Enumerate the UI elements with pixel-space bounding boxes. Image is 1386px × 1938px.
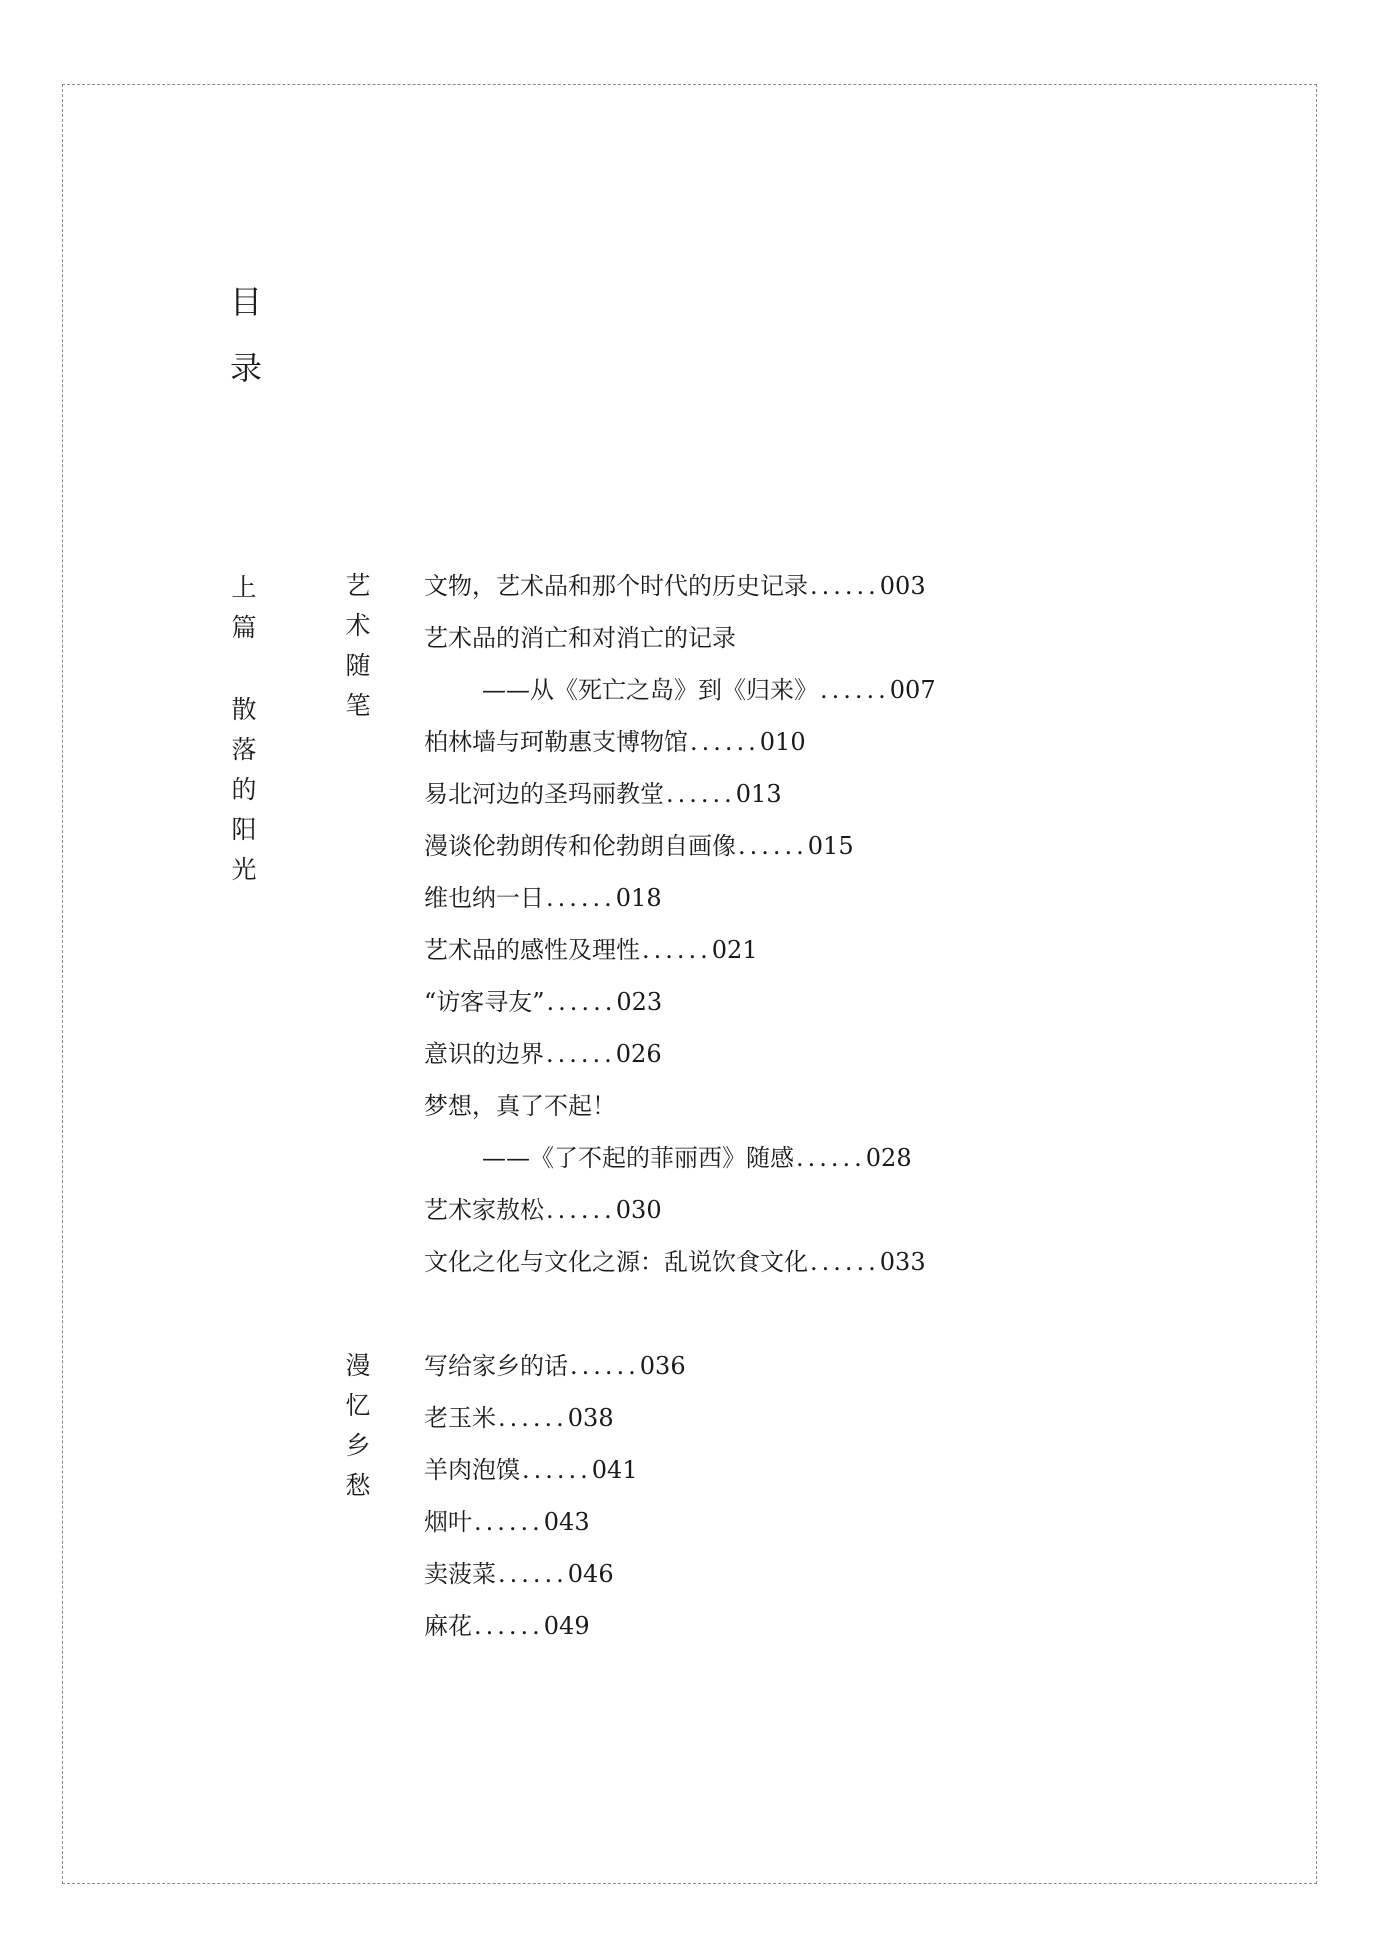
toc-entry <box>424 1548 686 1600</box>
toc-entry-leader-dots: ...... <box>810 1248 880 1276</box>
toc-entry-title: 写给家乡的话 <box>424 1352 568 1380</box>
toc-entry-title: 卖菠菜 <box>424 1560 496 1588</box>
toc-entry <box>424 664 936 716</box>
toc-list-nostalgia <box>424 1340 686 1652</box>
toc-entry-title: ——《了不起的菲丽西》随感 <box>482 1144 794 1172</box>
toc-entry <box>424 1496 686 1548</box>
toc-entry-title: 麻花 <box>424 1612 472 1640</box>
toc-entry-title: 维也纳一日 <box>424 884 544 912</box>
toc-entry-leader-dots: ...... <box>570 1352 640 1380</box>
toc-list-art-essays <box>424 560 936 1288</box>
toc-entry-title: 艺术品的消亡和对消亡的记录 <box>424 624 736 652</box>
section-name-char: 漫 <box>345 1351 371 1380</box>
toc-entry-leader-dots: ...... <box>498 1560 568 1588</box>
toc-entry <box>424 820 936 872</box>
toc-entry-title: 意识的边界 <box>424 1040 544 1068</box>
toc-entry-page-number: 013 <box>735 780 782 808</box>
toc-entry-title: 易北河边的圣玛丽教堂 <box>424 780 664 808</box>
toc-entry <box>424 560 936 612</box>
toc-entry-title: 文物，艺术品和那个时代的历史记录 <box>424 572 808 600</box>
toc-entry-page-number: 010 <box>759 728 806 756</box>
toc-entry <box>424 768 936 820</box>
part-label <box>226 568 262 648</box>
page-title-char-1: 目 <box>230 283 263 321</box>
toc-entry <box>424 976 936 1028</box>
toc-entry-leader-dots: ...... <box>666 780 736 808</box>
toc-entry-leader-dots: ...... <box>474 1612 544 1640</box>
toc-entry-leader-dots: ...... <box>498 1404 568 1432</box>
toc-entry-page-number: 003 <box>879 572 926 600</box>
toc-entry-leader-dots: ...... <box>522 1456 592 1484</box>
toc-entry-page-number: 023 <box>616 988 663 1016</box>
toc-entry <box>424 716 936 768</box>
section-name-char: 乡 <box>345 1431 371 1460</box>
toc-entry-leader-dots: ...... <box>474 1508 544 1536</box>
section-name-char: 忆 <box>345 1391 371 1420</box>
part-name-char: 散 <box>231 695 257 724</box>
toc-entry <box>424 1028 936 1080</box>
toc-entry-leader-dots: ...... <box>796 1144 866 1172</box>
section-name-nostalgia <box>340 1346 376 1506</box>
toc-entry-page-number: 026 <box>615 1040 662 1068</box>
part-name-char: 阳 <box>231 815 257 844</box>
toc-entry <box>424 1184 936 1236</box>
page-title-char-2: 录 <box>230 349 263 387</box>
toc-entry <box>424 1236 936 1288</box>
toc-entry <box>424 1444 686 1496</box>
part-name-char: 落 <box>231 735 257 764</box>
toc-entry-page-number: 049 <box>543 1612 590 1640</box>
toc-entry-title: 艺术家敖松 <box>424 1196 544 1224</box>
section-name-char: 笔 <box>345 691 371 720</box>
part-name-char: 的 <box>231 775 257 804</box>
toc-entry-title: 柏林墙与珂勒惠支博物馆 <box>424 728 688 756</box>
toc-entry-page-number: 041 <box>591 1456 638 1484</box>
part-label-char: 上 <box>231 573 257 602</box>
section-name-char: 术 <box>345 611 371 640</box>
toc-entry-page-number: 015 <box>807 832 854 860</box>
section-name-art-essays <box>340 566 376 726</box>
toc-entry-page-number: 046 <box>567 1560 614 1588</box>
toc-entry-title: 漫谈伦勃朗传和伦勃朗自画像 <box>424 832 736 860</box>
toc-entry-leader-dots: ...... <box>546 988 617 1016</box>
toc-entry-leader-dots: ...... <box>546 1196 616 1224</box>
toc-entry-title: 艺术品的感性及理性 <box>424 936 640 964</box>
toc-entry-title: 老玉米 <box>424 1404 496 1432</box>
toc-entry <box>424 1132 936 1184</box>
toc-entry <box>424 872 936 924</box>
toc-entry-page-number: 033 <box>879 1248 926 1276</box>
toc-entry-title: ——从《死亡之岛》到《归来》 <box>482 676 818 704</box>
toc-entry-leader-dots: ...... <box>690 728 760 756</box>
section-name-char: 艺 <box>345 571 371 600</box>
section-name-char: 随 <box>345 651 371 680</box>
toc-entry-leader-dots: ...... <box>546 1040 616 1068</box>
toc-entry-title: “访客寻友” <box>424 988 545 1016</box>
toc-entry <box>424 1340 686 1392</box>
part-name-char: 光 <box>231 855 257 884</box>
toc-entry-page-number: 028 <box>865 1144 912 1172</box>
toc-entry-leader-dots: ...... <box>738 832 808 860</box>
section-name-char: 愁 <box>345 1471 371 1500</box>
toc-entry-title: 羊肉泡馍 <box>424 1456 520 1484</box>
toc-entry-title: 烟叶 <box>424 1508 472 1536</box>
toc-entry <box>424 1392 686 1444</box>
toc-entry-page-number: 038 <box>567 1404 614 1432</box>
toc-entry-title: 文化之化与文化之源：乱说饮食文化 <box>424 1248 808 1276</box>
toc-entry <box>424 612 936 664</box>
toc-entry <box>424 1600 686 1652</box>
toc-entry-page-number: 030 <box>615 1196 662 1224</box>
toc-entry <box>424 924 936 976</box>
toc-entry-page-number: 036 <box>639 1352 686 1380</box>
toc-entry <box>424 1080 936 1132</box>
toc-entry-title: 梦想，真了不起！ <box>424 1092 616 1120</box>
toc-entry-page-number: 018 <box>615 884 662 912</box>
toc-entry-leader-dots: ...... <box>820 676 890 704</box>
toc-entry-leader-dots: ...... <box>642 936 712 964</box>
part-name <box>226 690 262 890</box>
toc-entry-leader-dots: ...... <box>810 572 880 600</box>
toc-entry-page-number: 043 <box>543 1508 590 1536</box>
toc-entry-page-number: 021 <box>711 936 758 964</box>
toc-entry-leader-dots: ...... <box>546 884 616 912</box>
toc-entry-page-number: 007 <box>889 676 936 704</box>
part-label-char: 篇 <box>231 613 257 642</box>
